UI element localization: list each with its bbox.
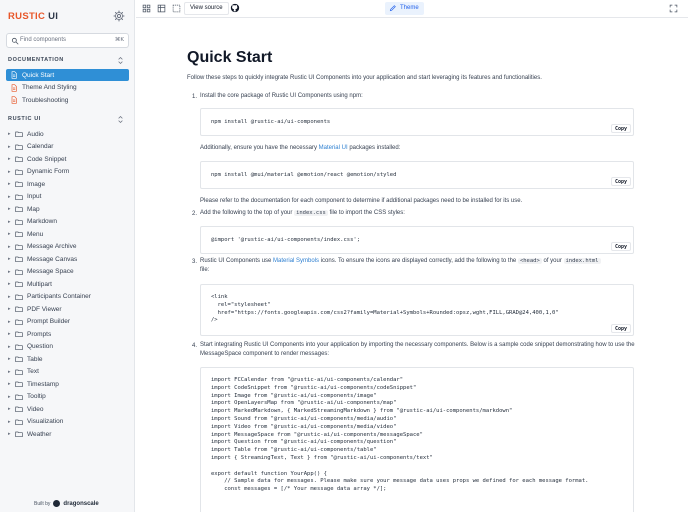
sidebar-item-dynamic-form[interactable]	[6, 166, 129, 178]
caret-right-icon[interactable]: ▸	[8, 193, 11, 200]
copy-button[interactable]: Copy	[611, 177, 631, 186]
page-title: Quick Start	[187, 49, 273, 66]
code-4: <link rel="stylesheet" href="https://fonts.googleapis.com/css2?family=Material+Symbols+Rounded:opsz,wght,FILL,GRAD@24,400,1,0" />	[211, 294, 559, 324]
caret-right-icon[interactable]: ▸	[8, 406, 11, 412]
sidebar-item-label: Table	[27, 355, 43, 363]
step-1c-text: Please refer to the documentation for each component to determine if additional packages need to be installed for its use.	[200, 198, 523, 204]
intro-text: Follow these steps to quickly integrate Rustic UI Components into your application and start leveraging its features and functionalities.	[187, 75, 542, 81]
sidebar	[0, 0, 135, 512]
caret-right-icon[interactable]: ▸	[8, 368, 11, 375]
toolbar	[136, 0, 688, 18]
sidebar-item-label: Text	[27, 368, 39, 375]
sidebar-item-label: Weather	[27, 430, 52, 438]
folder-icon	[15, 405, 23, 413]
code-block-4	[200, 284, 634, 336]
folder-icon	[15, 343, 23, 351]
grid-icon[interactable]	[142, 4, 151, 13]
sidebar-item-label: Audio	[27, 130, 44, 138]
sidebar-item-label: Prompt Builder	[27, 318, 70, 325]
built-by-footer[interactable]	[34, 500, 99, 507]
copy-button[interactable]: Copy	[611, 324, 631, 333]
code-1: npm install @rustic-ai/ui-components	[211, 119, 331, 125]
caret-right-icon[interactable]: ▸	[8, 431, 11, 437]
caret-right-icon[interactable]: ▸	[8, 218, 11, 225]
sidebar-item-table[interactable]	[6, 353, 129, 365]
folder-icon	[15, 168, 23, 176]
sidebar-item-theme-and-styling[interactable]	[6, 82, 129, 94]
step-1-text: Install the core package of Rustic UI Components using npm:	[200, 93, 363, 99]
step-number: 1.	[192, 94, 198, 100]
folder-icon	[15, 368, 23, 376]
sidebar-item-label: Quick Start	[22, 71, 55, 79]
sidebar-item-label: Image	[27, 180, 46, 188]
document-icon	[10, 84, 18, 92]
sidebar-item-input[interactable]	[6, 191, 129, 203]
inline-code: index.css	[296, 210, 326, 216]
code-5: import FCCalendar from "@rustic-ai/ui-components/calendar" import CodeSnippet from "@rustic-ai/ui-components/codeSnippet" import Image from "@rustic-ai/ui-components/image" import OpenLayersMap from "@rustic-ai/ui-components/map" import MarkedMarkdown, { MarkedStreamingMarkdown } from "@rustic-ai/ui-components/markdown" import Sound from "@rustic-ai/ui-components/media/audio" import Video from "@rustic-ai/ui-components/media/video" import MessageSpace from "@rustic-ai/ui-components/messageSpace" import Question from "@rustic-ai/ui-components/question" import Table from "@rustic-ai/ui-components/table" import { StreamingText, Text } from "@rustic-ai/ui-components/text" export default function YourApp() { // Sample data for messages. Please make sure your message data uses props we defined for each message format. const messages = [/* Your message data array */];	[211, 377, 589, 493]
sidebar-item-video[interactable]	[6, 403, 129, 415]
search-placeholder: Find components	[20, 37, 67, 43]
caret-right-icon[interactable]: ▸	[8, 168, 11, 175]
caret-right-icon[interactable]: ▸	[8, 293, 11, 300]
code-block-1	[200, 108, 634, 136]
folder-icon	[15, 268, 23, 276]
sidebar-item-quick-start[interactable]	[6, 69, 129, 81]
caret-right-icon[interactable]: ▸	[8, 306, 11, 312]
sidebar-item-message-canvas[interactable]	[6, 253, 129, 265]
sidebar-item-label: Markdown	[27, 218, 57, 225]
section-label: DOCUMENTATION	[8, 57, 64, 63]
folder-icon	[15, 255, 23, 263]
sidebar-item-prompts[interactable]	[6, 328, 129, 340]
folder-icon	[15, 355, 23, 363]
code-2: npm install @mui/material @emotion/react @emotion/styled	[211, 172, 397, 178]
sidebar-item-participants-container[interactable]	[6, 291, 129, 303]
folder-icon	[15, 280, 23, 288]
step-1b-text: Additionally, ensure you have the necessary Material UI packages installed:	[200, 145, 401, 151]
step-number: 3.	[192, 259, 198, 265]
sidebar-item-label: Input	[27, 193, 42, 200]
folder-icon	[15, 318, 23, 326]
caret-right-icon[interactable]: ▸	[8, 131, 11, 137]
step-number: 4.	[192, 343, 198, 349]
folder-icon	[15, 418, 23, 426]
folder-icon	[15, 155, 23, 163]
code-block-5	[200, 367, 634, 512]
caret-right-icon[interactable]: ▸	[8, 331, 11, 337]
sidebar-item-tooltip[interactable]	[6, 391, 129, 403]
sidebar-item-markdown[interactable]	[6, 216, 129, 228]
copy-button[interactable]: Copy	[611, 124, 631, 133]
folder-icon	[15, 243, 23, 251]
code-3: @import '@rustic-ai/ui-components/index.css';	[211, 237, 361, 243]
github-icon[interactable]	[230, 3, 240, 13]
caret-right-icon[interactable]: ▸	[8, 356, 11, 362]
folder-icon	[15, 193, 23, 201]
company-name: dragonscale	[63, 500, 99, 507]
theme-label: Theme	[400, 5, 419, 11]
sidebar-item-label: Dynamic Form	[27, 168, 70, 175]
caret-right-icon[interactable]: ▸	[8, 268, 11, 275]
sidebar-item-label: Tooltip	[27, 393, 46, 400]
section-documentation[interactable]	[8, 57, 64, 63]
copy-button[interactable]: Copy	[611, 242, 631, 251]
dragonscale-logo-icon	[53, 500, 60, 507]
code-block-2	[200, 161, 634, 189]
sidebar-item-message-archive[interactable]	[6, 241, 129, 253]
sidebar-item-label: Visualization	[27, 418, 64, 425]
chevron-updown-icon[interactable]	[116, 115, 125, 124]
brand-logo[interactable]: RUSTIC UI	[8, 11, 59, 22]
step-3-text: Rustic UI Components use Material Symbols icons. To ensure the icons are displayed correctly, add the following to the <head> of your index.html file:	[200, 258, 599, 273]
sidebar-item-code-snippet[interactable]	[6, 153, 129, 165]
step-2-text: Add the following to the top of your index.css file to import the CSS styles:	[200, 210, 405, 216]
folder-icon	[15, 218, 23, 226]
gear-icon[interactable]	[113, 10, 125, 22]
sidebar-item-timestamp[interactable]	[6, 378, 129, 390]
caret-right-icon[interactable]: ▸	[8, 231, 11, 237]
caret-right-icon[interactable]: ▸	[8, 381, 11, 387]
folder-icon	[15, 330, 23, 338]
code-block-3	[200, 226, 634, 254]
sidebar-item-label: Code Snippet	[27, 155, 67, 163]
caret-right-icon[interactable]: ▸	[8, 281, 11, 287]
folder-icon	[15, 205, 23, 213]
caret-right-icon[interactable]: ▸	[8, 206, 11, 212]
folder-icon	[15, 430, 23, 438]
caret-right-icon[interactable]: ▸	[8, 243, 11, 250]
section-rustic-ui[interactable]	[8, 116, 41, 122]
folder-icon	[15, 143, 23, 151]
caret-right-icon[interactable]: ▸	[8, 393, 11, 400]
folder-icon	[15, 230, 23, 238]
search-input[interactable]	[6, 33, 129, 48]
sidebar-item-label: Menu	[27, 230, 44, 238]
document-icon	[10, 71, 18, 79]
step-4-text: Start integrating Rustic UI Components into your application by importing the necessary components. Below is a sample code snippet demonstrating how to use the MessageSpace component to render messages:	[200, 342, 635, 357]
sidebar-item-label: Calendar	[27, 143, 54, 150]
search-icon	[11, 37, 19, 45]
sidebar-item-weather[interactable]	[6, 428, 129, 440]
sidebar-item-visualization[interactable]	[6, 416, 129, 428]
folder-icon	[15, 393, 23, 401]
section-label: RUSTIC UI	[8, 116, 41, 122]
sidebar-item-prompt-builder[interactable]	[6, 316, 129, 328]
folder-icon	[15, 380, 23, 388]
sidebar-item-troubleshooting[interactable]	[6, 94, 129, 106]
search-shortcut: ⌘K	[114, 37, 124, 43]
folder-icon	[15, 180, 23, 188]
sidebar-item-label: Prompts	[27, 330, 52, 338]
sidebar-item-label: Video	[27, 405, 44, 413]
sidebar-item-menu[interactable]	[6, 228, 129, 240]
sidebar-item-audio[interactable]	[6, 128, 129, 140]
outline-icon[interactable]	[172, 4, 181, 13]
sidebar-item-map[interactable]	[6, 203, 129, 215]
caret-right-icon[interactable]: ▸	[8, 156, 11, 162]
folder-icon	[15, 293, 23, 301]
caret-right-icon[interactable]: ▸	[8, 256, 11, 262]
sidebar-item-message-space[interactable]	[6, 266, 129, 278]
sidebar-item-label: Multipart	[27, 280, 52, 288]
caret-right-icon[interactable]: ▸	[8, 343, 11, 350]
sidebar-item-label: Message Space	[27, 268, 74, 275]
caret-right-icon[interactable]: ▸	[8, 318, 11, 325]
step-number: 2.	[192, 211, 198, 217]
sidebar-item-label: Troubleshooting	[22, 96, 69, 104]
pencil-icon	[389, 4, 397, 12]
chevron-updown-icon[interactable]	[116, 56, 125, 65]
theme-button[interactable]	[385, 2, 424, 15]
sidebar-item-image[interactable]	[6, 178, 129, 190]
sidebar-item-multipart[interactable]	[6, 278, 129, 290]
material-ui-link[interactable]: Material UI	[318, 145, 348, 151]
sidebar-item-question[interactable]	[6, 341, 129, 353]
sidebar-item-label: Message Archive	[27, 243, 77, 250]
caret-right-icon[interactable]: ▸	[8, 418, 11, 425]
document-icon	[10, 96, 18, 104]
material-symbols-link[interactable]: Material Symbols	[273, 258, 320, 264]
sidebar-item-label: Timestamp	[27, 380, 59, 388]
sidebar-item-label: Map	[27, 205, 40, 213]
sidebar-item-calendar[interactable]	[6, 141, 129, 153]
sidebar-item-pdf-viewer[interactable]	[6, 303, 129, 315]
sidebar-item-text[interactable]	[6, 366, 129, 378]
sidebar-item-label: Message Canvas	[27, 255, 78, 263]
sidebar-item-label: Participants Container	[27, 293, 91, 300]
folder-icon	[15, 305, 23, 313]
folder-icon	[15, 130, 23, 138]
background-icon[interactable]	[157, 4, 166, 13]
main-content	[136, 18, 688, 512]
sidebar-item-label: PDF Viewer	[27, 305, 62, 313]
caret-right-icon[interactable]: ▸	[8, 143, 11, 150]
fullscreen-icon[interactable]	[669, 4, 678, 13]
sidebar-item-label: Theme And Styling	[22, 84, 77, 91]
sidebar-item-label: Question	[27, 343, 54, 350]
built-by-label: Built by	[34, 500, 51, 507]
caret-right-icon[interactable]: ▸	[8, 181, 11, 187]
view-source-button[interactable]: View source	[184, 2, 229, 15]
